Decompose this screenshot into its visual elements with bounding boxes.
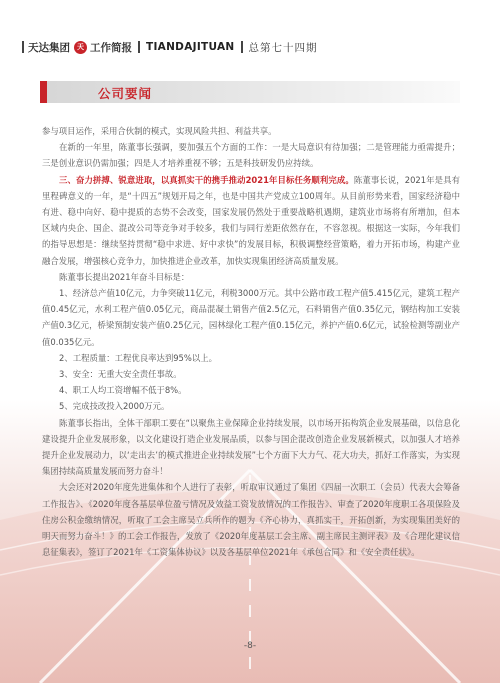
section-banner-accent <box>40 81 47 103</box>
paragraph: 3、安全：无重大安全责任事故。 <box>59 369 182 380</box>
highlight-heading: 三、奋力拼搏、锐意进取，以真抓实干的携手推动2021年目标任务顺利完成。 <box>59 174 354 185</box>
paragraph: 在新的一年里，陈董事长强调，要加强五个方面的工作：一是大局意识有待加强；二是管理能力亟需提升；三是创业意识仍需加强；四是人才培养重视不够；五是科技研发仍应持续。 <box>42 142 460 169</box>
header-divider <box>138 41 140 53</box>
header-strip <box>22 39 318 55</box>
article-body <box>42 123 460 560</box>
paragraph: 陈董事长指出，全体干部职工要在“以聚焦主业保障企业持续发展，以市场开拓构筑企业发展基础，以信息化建设提升企业发展形象，以文化建设打造企业发展品质，以参与国企混改创造企业发展新模式，以加强人才培养提升企业发展动力，以‘走出去’的模式推进企业持续发展”七个方面下大力气、花大功夫，抓好工作落实，为实现集团持续高质量发展而努力奋斗！ <box>42 417 460 477</box>
header-divider <box>22 41 24 53</box>
company-logo-icon: 天 <box>74 41 87 54</box>
paragraph: 5、完成技改投入2000万元。 <box>59 401 170 412</box>
brand-name: TIANDAJITUAN <box>146 41 235 53</box>
section-title: 公司要闻 <box>98 86 153 101</box>
page-header <box>0 0 500 62</box>
company-name: 天达集团 <box>28 41 70 54</box>
paragraph: 大会还对2020年度先进集体和个人进行了表彰，听取审议通过了集团《四届一次职工（会员）代表大会筹备工作报告》、《2020年度各基层单位盈亏情况及效益工资发放情况的工作报告》、审查了2020年度职工各项保险及住房公积金缴纳情况，听取了工会主席吴立兵所作的题为《齐心协力，真抓实干，开拓创新，为实现集团美好的明天而努力奋斗！》的工会工作报告，发放了《2020年度基层工会主席、副主席民主测评表》及《合理化建议信息征集表》，签订了2021年《工资集体协议》以及各基层单位2021年《承包合同》和《安全责任状》。 <box>42 482 460 558</box>
paragraph: 4、职工人均工资增幅不低于8%。 <box>59 385 187 396</box>
header-divider <box>241 41 243 53</box>
paragraph: 陈董事长提出2021年奋斗目标是： <box>59 271 190 282</box>
highlight-paragraph <box>42 172 460 269</box>
paragraph: 2、工程质量：工程优良率达到95%以上。 <box>59 352 217 363</box>
issue-number: 总第七十四期 <box>248 41 318 54</box>
paragraph: 参与项目运作，采用合伙制的模式，实现风险共担、利益共享。 <box>42 126 277 136</box>
publication-name: 工作简报 <box>90 41 132 54</box>
highlight-body: 陈董事长说，2021年是具有里程碑意义的一年，是“十四五”规划开局之年，也是中国共产党成立100周年。从目前形势来看，国家经济稳中有进、稳中向好、稳中提质的态势不会改变，国家发展仍然处于重要战略机遇期，建筑业市场将有所增加，但本区域内央企、国企、混改公司等竞争对手较多，我们与同行差距依然存在，不容忽视。根据这一实际，今年我们的指导思想是：继续坚持贯彻“稳中求进、好中求快”的发展目标，积极调整经营策略，着力开拓市场，构建产业融合发展，增强核心竞争力，加快推进企业改革，加快实现集团经济高质量发展。 <box>42 174 460 266</box>
paragraph: 1、经济总产值10亿元，力争突破11亿元，利税3000万元。其中公路市政工程产值5.415亿元，建筑工程产值0.45亿元，水利工程产值0.05亿元，商品混凝土销售产值2.5亿元，石料销售产值0.35亿元，钢结构加工安装产值0.3亿元，桥梁预制安装产值0.25亿元，园林绿化工程产值0.15亿元，养护产值0.6亿元，试验检测等副业产值0.035亿元。 <box>42 288 460 347</box>
page-number: -8- <box>243 641 257 651</box>
